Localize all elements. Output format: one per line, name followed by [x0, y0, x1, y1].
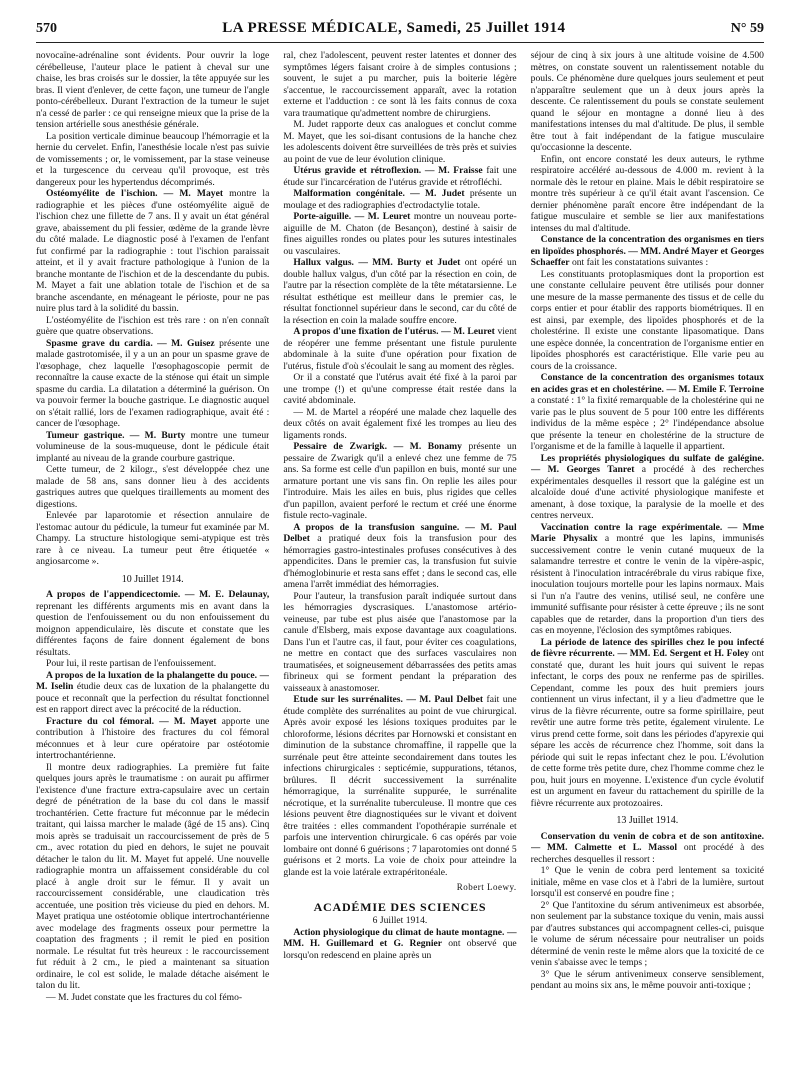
paragraph: séjour de cinq à six jours à une altitude voisine de 4.500 mètres, on constate souvent un ralentissement notable du pouls. Ce phénomène dure quelques jours seulement et peut n'apparaître seulement que un à deux jours après la descente. Ce ralentissement du pouls se constate seulement quand le séjour en montagne a donné lieu à des manifestations intenses du mal d'altitude. De plus, il semble être tout à fait indépendant de la fatigue musculaire qu'occasionne la descente.: [530, 50, 764, 153]
paragraph: Fracture du col fémoral. — M. Mayet apporte une contribution à l'histoire des fractures du col fémoral méconnues et à leur cure opératoire par ostéotomie intertrochantérienne.: [36, 715, 270, 761]
paragraph: Ostéomyélite de l'ischion. — M. Mayet montre la radiographie et les pièces d'une ostéomyélite aiguë de l'ischion chez une fillette de 7 ans. Il y avait un état général grave, abaissement du pli fessier, œdème de la grande lèvre du côté malade. Le diagnostic posé à l'examen de l'enfant fut confirmé par la radiographie : tout l'ischion paraissait atteint, et il y avait fracture pathologique à l'union de la branche montante de l'ischion et de la descendante du pubis. M. Mayet a fait une ablation totale de l'ischion et de sa branche ascendante, en ménageant le périoste, pour ne pas nuire plus tard à la solidité du bassin.: [36, 188, 270, 314]
paragraph: Conservation du venin de cobra et de son antitoxine. — MM. Calmette et L. Massol ont procédé à des recherches desquelles il ressort :: [530, 830, 764, 865]
paragraph: Pour l'auteur, la transfusion paraît indiquée surtout dans les hémorragies dyscrasiques. L'anastomose artério-veineuse, par tube est plus aisée que l'anastomose par la canule d'Elsberg, mais expose davantage aux coagulations. Dans l'un et l'autre cas, il faut, pour éviter ces coagulations, ne mettre en contact que des surfaces vasculaires non traumatisées, et soigneusement débarrassées des petits amas fibrineux qui se forment pendant la préparation des vaisseaux à anastomoser.: [283, 590, 517, 694]
paragraph: A propos de l'appendicectomie. — M. E. Delaunay, reprenant les différents arguments mis en avant dans la question de l'enfouissement ou du non enfouissement du moignon appendiculaire, lès discute et constate que les différentes façons de faire donnent également de bons résultats.: [36, 589, 270, 658]
paragraph: 2° Que l'antitoxine du sérum antivenimeux est absorbée, non seulement par la substance toxique du venin, mais aussi par d'autres substances qui accompagnent celles-ci, puisque le volume de sérum nécessaire pour neutraliser un poids déterminé de venin reste le même alors que la toxicité de ce venin s'abaisse avec le temps ;: [530, 899, 764, 968]
page-number: 570: [36, 21, 57, 36]
date-heading: 10 Juillet 1914.: [121, 573, 184, 585]
paragraph: Spasme grave du cardia. — M. Guisez présente une malade gastrotomisée, il y a un an pour un spasme grave de l'œsophage, chez laquelle l'œsophagoscopie permit de reconnaître la cause exacte de la sténose qui était un simple spasme du cardia. La dilatation a déterminé la guérison. On va pouvoir fermer la bouche gastrique. Le diagnostic auquel on s'était rallié, lors de l'examen radiographique, avait été : cancer de l'œsophage.: [36, 337, 270, 429]
article-heading: Fracture du col fémoral. — M. Mayet: [46, 715, 217, 727]
paragraph: Hallux valgus. — MM. Burty et Judet ont opéré un double hallux valgus, d'un côté par la résection en coin, de l'autre par la résection complète de la tête métatarsienne. Le résultat esthétique est meilleur dans le premier cas, le résultat fonctionnel supérieur dans le second, car du côté de la résection en coin la malade souffre encore.: [283, 257, 517, 326]
paragraph: A propos de la luxation de la phalangette du pouce. — M. Iselin étudie deux cas de luxation de la phalangette du pouce et reconnaît que la perfection du résultat fonctionnel est en rapport direct avec la précocité de la réduction.: [36, 669, 270, 715]
article-heading: Pessaire de Zwarigk. — M. Bonamy: [293, 441, 462, 452]
paragraph: Tumeur gastrique. — M. Burty montre une tumeur volumineuse de la sous-muqueuse, dont le pédicule était implanté au niveau de la grande courbure gastrique.: [36, 429, 270, 464]
article-columns: [36, 50, 764, 1078]
article-heading: Porte-aiguille. — M. Leuret: [293, 211, 411, 222]
issue-number: N° 59: [730, 21, 764, 36]
article-heading: A propos de l'appendicectomie. — M. E. Delaunay,: [46, 589, 270, 600]
paragraph: Pessaire de Zwarigk. — M. Bonamy présente un pessaire de Zwarigk qu'il a enlevé chez une femme de 75 ans. Sa forme est celle d'un papillon en buis, monté sur une armature portant une vis sans fin. On replie les ailes pour l'introduire. Mais les ailes en buis, plus rigides que celles d'un papillon, avaient perforé le rectum et créé une énorme fistule recto-vaginale.: [283, 441, 517, 521]
paragraph: Les constituants protoplasmiques dont la proportion est une constante cellulaire peuvent être utilisés pour donner une mesure de la masse permanente des tissus et de celle du corps entier et pour établir des rapports biométriques. Il en est ainsi, par exemple, des lipoïdes phosphorés et de la cholestérine. Il existe une constante lipasomatique. Dans une espèce donnée, la concentration de l'organisme entier en lipoïdes phosphorés est caractéristique. Elle varie peu au cours de la croissance.: [530, 268, 764, 372]
column-1: [36, 50, 269, 1078]
paragraph: M. Judet rapporte deux cas analogues et conclut comme M. Mayet, que les soi-disant contusions de la hanche chez les adolescents doivent être surveillées de très près et suivies au point de vue de leur évolution clinique.: [283, 119, 517, 165]
paragraph: Enfin, ont encore constaté les deux auteurs, le rythme respiratoire accéléré au-dessous de 4.000 m. revient à la normale dès le retour en plaine. Mais le débit respiratoire se montre très supérieur à ce qu'il était avant l'ascension. Ce dernier phénomène paraît encore être indépendant de la fatigue musculaire et semble se lier aux manifestations intenses du mal d'altitude.: [530, 153, 764, 234]
date-heading: 13 Juillet 1914.: [616, 815, 679, 826]
article-heading: Conservation du venin de cobra et de son antitoxine. — MM. Calmette et L. Massol: [530, 830, 764, 853]
article-heading: A propos d'une fixation de l'utérus. — M. Leuret: [293, 326, 495, 337]
paragraph: — M. de Martel a réopéré une malade chez laquelle des deux côtés on avait également fixé les trompes au lieu des ligaments ronds.: [283, 406, 517, 441]
article-heading: Ostéomyélite de l'ischion. — M. Mayet: [46, 188, 224, 199]
paragraph: A propos d'une fixation de l'utérus. — M. Leuret vient de réopérer une femme présentant une fistule purulente abdominale à la suite d'une opération pour fixation de l'utérus, fistule d'où s'écoulait le sang au moment des règles.: [283, 326, 517, 372]
paragraph: Porte-aiguille. — M. Leuret montre un nouveau porte-aiguille de M. Chaton (de Besançon), destiné à saisir de fines aiguilles rondes ou plates pour les sutures intestinales ou vasculaires.: [283, 211, 517, 257]
article-heading: Constance de la concentration des organismes totaux en acides gras et en cholestérine. — M. Emile F. Terroine: [530, 372, 764, 395]
paragraph: — M. Judet constate que les fractures du col fémo-: [46, 991, 243, 1003]
paragraph: Utérus gravide et rétroflexion. — M. Fraisse fait une étude sur l'incarcération de l'utérus gravide et rétrofléchi.: [283, 165, 517, 188]
paragraph: Il montre deux radiographies. La première fut faite quelques jours après le traumatisme : on aurait pu affirmer l'existence d'une fracture extra-capsulaire avec un certain degré de pénétration de la base du col dans le massif trochantérien. Cette fracture fut méconnue par le médecin traitant, qui laissa marcher le malade (âgé de 15 ans). Cinq mois après se traduisait un raccourcissement de près de 5 cm., avec rotation du pied en dehors, le sujet ne pouvait détacher le talon du lit. M. Mayet fut appelé. Une nouvelle radiographie montra un affaissement considérable du col placé à angle droit sur le fémur. Il y avait un raccourcissement considérable, une claudication très accentuée, une position très vicieuse du pied en dehors. M. Mayet pratiqua une ostéotomie oblique intertrochantérienne avec modelage des fragments osseux pour permettre la coaptation des fragments ; il remit le pied en position normale. Le résultat fut très heureux : le raccourcissement fut réduit à 2 cm., le pied a maintenant sa situation ordinaire, le col est solide, le malade détache aisément le talon du lit.: [36, 761, 270, 991]
paragraph: A propos de la transfusion sanguine. — M. Paul Delbet a pratiqué deux fois la transfusion pour des hémorragies gastro-intestinales profuses consécutives à des appendicites. Dans le premier cas, la transfusion fut suivie d'hémoglobinurie et resta sans effet ; dans le second cas, elle amena l'arrêt immédiat des hémorragies.: [283, 521, 517, 590]
paragraph: 1° Que le venin de cobra perd lentement sa toxicité initiale, même en vase clos et à l'abri de la lumière, surtout lorsqu'il est conservé en poudre fine ;: [530, 865, 764, 899]
article-heading: Malformation congénitale. — M. Judet: [293, 188, 465, 199]
article-heading: Les propriétés physiologiques du sulfate de galégine. — M. Georges Tanret: [530, 452, 764, 475]
paragraph: Constance de la concentration des organismes totaux en acides gras et en cholestérine. — M. Emile F. Terroine a constaté : 1° la fixité remarquable de la cholestérine qui ne varie pas le plus souvent de 5 pour 100 entre les différents individus de la même espèce ; 2° l'indépendance absolue que présente la teneur en cholestérine de la structure de l'organisme et de la famille à laquelle il appartient.: [530, 372, 764, 452]
paragraph: 3° Que le sérum antivenimeux conserve sensiblement, pendant au moins six ans, le même pouvoir anti-toxique ;: [530, 968, 764, 991]
paragraph: Malformation congénitale. — M. Judet présente un moulage et des radiographies d'ectrodactylie totale.: [283, 188, 517, 211]
paragraph: Les propriétés physiologiques du sulfate de galégine. — M. Georges Tanret a procédé à des recherches expérimentales desquelles il ressort que la galégine est un alcaloïde doué d'une activité physiologique manifeste et amenant, à dose toxique, la paralysie de la moelle et des centres nerveux.: [530, 452, 764, 521]
article-heading: A propos de la transfusion sanguine. — M. Paul Delbet: [283, 521, 517, 544]
article-heading: Utérus gravide et rétroflexion. — M. Fraisse: [293, 165, 483, 176]
column-2: [283, 50, 516, 1078]
article-heading: Vaccination contre la rage expérimentale. — Mme Marie Physalix: [530, 521, 764, 544]
paragraph: Etude sur les surrénalites. — M. Paul Delbet fait une étude complète des surrénalites au point de vue chirurgical. Après avoir exposé les lésions toxiques produites par le chloroforme, lésions décrites par Hornowski et consistant en diminution de la substance chromaffine, il rappelle que la surrénale peut être atteinte secondairement dans toutes les infections chirurgicales : septicémie, suppurations, tétanos, brûlures. Il décrit successivement la surrénalite hémorragique, la surrénalite suppurée, le surrénalite nécrotique, et la surrénalite tuberculeuse. Il montre que ces lésions peuvent être diagnostiquées sur le vivant et doivent être traitées : elles commandent l'opothérapie surrénale et parfois une intervention chirurgicale. 6 cas opérés par voie lombaire ont donné 6 guérisons ; 7 laparotomies ont donné 5 guérisons et 2 morts. La voie de choix pour atteindre la glande est la voie latérale extrapéritonéale.: [283, 694, 517, 878]
article-heading: Constance de la concentration des organismes en tiers en lipoïdes phosphorés. — MM. André Mayer et Georges Schaeffer: [530, 234, 764, 268]
paragraph: La position verticale diminue beaucoup l'hémorragie et la hernie du cervelet. Enfin, l'anesthésie locale n'est pas suivie de vomissements ; or, le vomissement, par la stase veineuse et la turgescence du cerveau qu'il provoque, est très dangereux pour les hypertendus décomprimés.: [36, 130, 270, 188]
author-signature: Robert Loewy.: [456, 882, 517, 892]
article-heading: Tumeur gastrique. — M. Burty: [46, 429, 186, 441]
journal-title: LA PRESSE MÉDICALE, Samedi, 25 Juillet 1914: [222, 20, 566, 36]
paragraph: Constance de la concentration des organismes en tiers en lipoïdes phosphorés. — MM. André Mayer et Georges Schaeffer ont fait les constatations suivantes :: [530, 234, 764, 268]
paragraph: La période de latence des spirilles chez le pou infecté de fièvre récurrente. — MM. Ed. Sergent et H. Foley ont constaté que, durant les huit jours qui suivent le repas infectant, le corps des poux ne renferme pas de spirilles. Cependant, comme les poux des huit premiers jours contiennent un virus infectant, il y a lieu d'admettre que le virus de la fièvre récurrente, outre sa forme spirillaire, peut revêtir une autre forme très petite, également virulente. Le virus prend cette forme, soit dans les périodes d'apyrexie qui sépare les accès de récurrence chez l'homme, soit dans la période qui suit le repas infectant chez le pou. L'évolution de cette forme très petite dure, chez l'homme comme chez le pou, huit jours en moyenne. L'existence d'un cycle évolutif est un argument en faveur du rattachement du spirille de la fièvre récurrente aux protozoaires.: [530, 636, 764, 809]
article-heading: Action physiologique du climat de haute montagne. — MM. H. Guillemard et G. Regnier: [283, 926, 517, 949]
date-heading: 6 Juillet 1914.: [372, 915, 428, 926]
article-heading: Spasme grave du cardia. — M. Guisez: [46, 337, 215, 349]
paragraph: L'ostéomyélite de l'ischion est très rare : on n'en connaît guère que quatre observations.: [36, 314, 270, 337]
paragraph: Or il a constaté que l'utérus avait été fixé à la paroi par une trompe (!) et qu'une compresse était restée dans la cavité abdominale.: [283, 372, 517, 406]
article-heading: Etude sur les surrénalites. — M. Paul Delbet: [293, 694, 484, 705]
column-3: [531, 50, 764, 1078]
paragraph: ral, chez l'adolescent, peuvent rester latentes et donner des symptômes légers faisant croire à de simples contusions ; souvent, le sujet a pu marcher, puis la boiterie légère s'accentue, le raccourcissement apparaît, avec la rotation externe et l'adduction : ce sont là les faits connus de coxa vara traumatique qu'admettent nombre de chirurgiens.: [283, 50, 517, 119]
paragraph: Vaccination contre la rage expérimentale. — Mme Marie Physalix a montré que les lapins, immunisés successivement contre le venin cutané muqueux de la salamandre terrestre et contre le venin de la vipère-aspic, résistent à l'inoculation intracérébrale du virus rabique fixe, inoculation toujours mortelle pour les lapins normaux. Mais si l'un n'a l'autre des venins, utilisé seul, ne confère une immunité suffisante pour résister à cette épreuve ; ils ne sont capables que de retarder, dans la proportion d'un tiers des cas en moyenne, l'éclosion des symptômes rabiques.: [530, 521, 764, 636]
paragraph: Cette tumeur, de 2 kilogr., s'est développée chez une malade de 58 ans, sans donner lieu à des accidents gastriques autres que quelques tiraillements au moment des digestions.: [36, 464, 270, 510]
article-heading: La période de latence des spirilles chez le pou infecté de fièvre récurrente. — MM. Ed. Sergent et H. Foley: [530, 636, 764, 659]
section-title: ACADÉMIE DES SCIENCES: [313, 899, 487, 914]
paragraph: Action physiologique du climat de haute montagne. — MM. H. Guillemard et G. Regnier ont observé que lorsqu'on redescend en plaine après un: [283, 926, 517, 961]
article-heading: A propos de la luxation de la phalangette du pouce. — M. Iselin: [36, 669, 270, 692]
article-heading: Hallux valgus. — MM. Burty et Judet: [293, 257, 461, 268]
paragraph: novocaïne-adrénaline sont évidents. Pour ouvrir la loge cérébelleuse, l'auteur place le patient à cheval sur une chaise, les bras croisés sur le dossier, la tête appuyée sur les bras. Il vient d'enlever, de cette façon, une tumeur de l'angle ponto-cérébelleux. Durant l'extraction de la tumeur le sujet n'a cessé de parler : ce qui renseigne mieux que la prise de la tension artérielle sous anesthésie générale.: [36, 50, 270, 130]
paragraph: Enlevée par laparotomie et résection annulaire de l'estomac autour du pédicule, la tumeur fut examinée par M. Champy. La structure histologique semi-atypique est très rare à ce niveau. La tumeur peut être étiquetée « angiosarcome ».: [36, 510, 270, 567]
page-header: [36, 20, 764, 43]
paragraph: Pour lui, il reste partisan de l'enfouissement.: [46, 658, 217, 669]
